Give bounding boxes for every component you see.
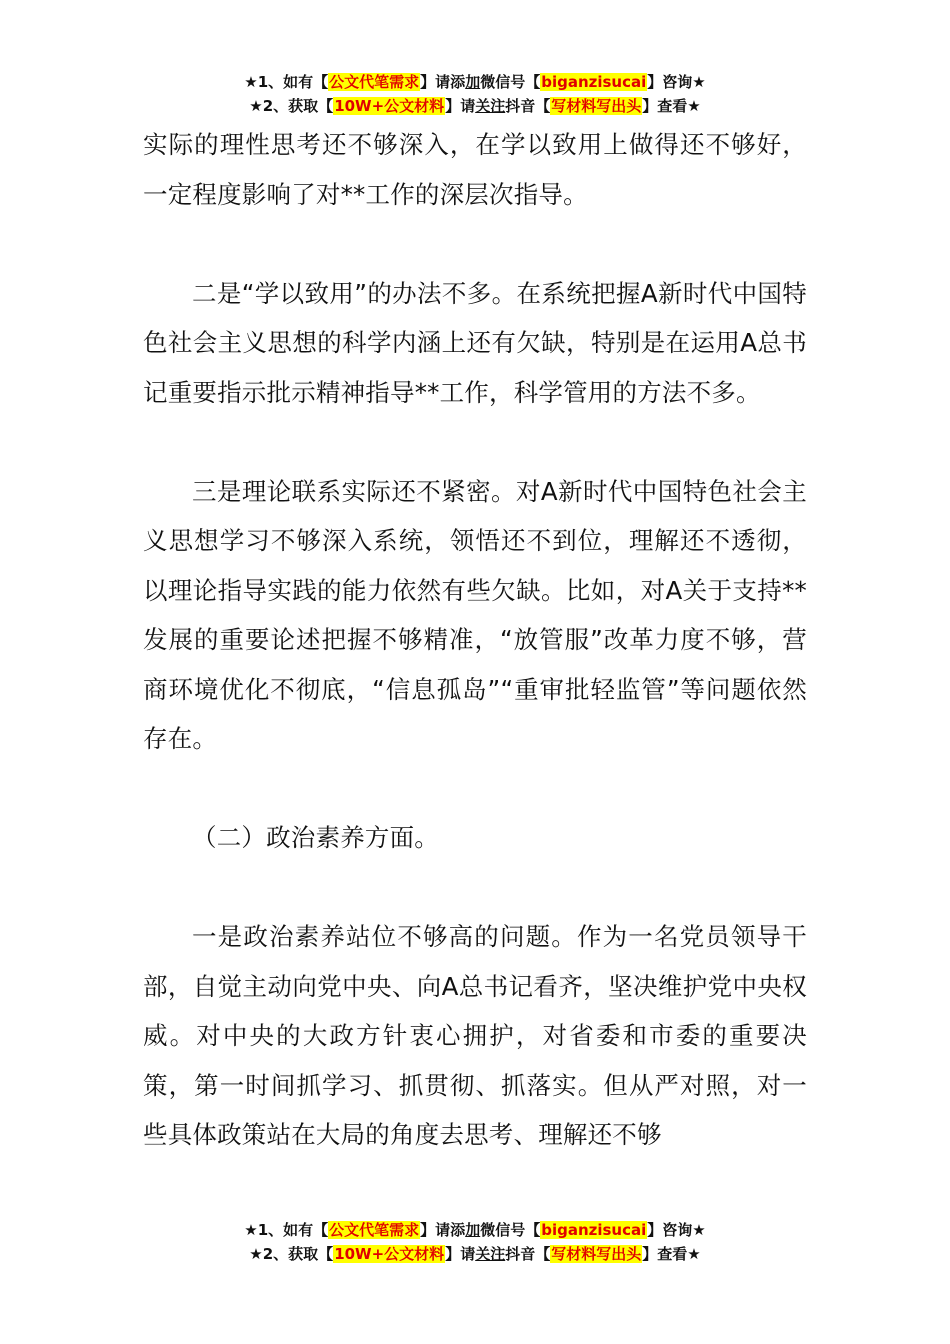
section-heading: （二）政治素养方面。 — [192, 823, 439, 852]
highlight-wechat-id: biganzisucai — [541, 73, 647, 91]
highlight-wechat-id: biganzisucai — [541, 1221, 647, 1239]
paragraph-point-two: 二是“学以致用”的办法不多。在系统把握A新时代中国特色社会主义思想的科学内涵上还有欠缺，特别是在运用A总书记重要指示批示精神指导**工作，科学管用的方法不多。 — [143, 278, 807, 407]
document-body — [143, 120, 807, 1160]
footer-banner — [0, 1218, 950, 1266]
paragraph-continued: 实际的理性思考还不够深入，在学以致用上做得还不够好，一定程度影响了对**工作的深层次指导。 — [143, 130, 807, 209]
banner-line-1: ★1、如有【公文代笔需求】请添加微信号【biganzisucai】咨询★ — [244, 1221, 706, 1239]
banner-line-2: ★2、获取【10W+公文材料】请关注抖音【写材料写出头】查看★ — [249, 97, 701, 115]
paragraph-point-three: 三是理论联系实际还不紧密。对A新时代中国特色社会主义思想学习不够深入系统，领悟还不到位，理解还不透彻，以理论指导实践的能力依然有些欠缺。比如，对A关于支持**发展的重要论述把握不够精准，“放管服”改革力度不够，营商环境优化不彻底，“信息孤岛”“重审批轻监管”等问题依然存在。 — [143, 476, 807, 753]
highlight-service: 公文代笔需求 — [329, 1221, 420, 1239]
highlight-materials: 10W+公文材料 — [334, 1245, 445, 1263]
highlight-douyin: 写材料写出头 — [551, 1245, 642, 1263]
highlight-service: 公文代笔需求 — [329, 73, 420, 91]
highlight-douyin: 写材料写出头 — [551, 97, 642, 115]
banner-line-2: ★2、获取【10W+公文材料】请关注抖音【写材料写出头】查看★ — [249, 1245, 701, 1263]
banner-line-1: ★1、如有【公文代笔需求】请添加微信号【biganzisucai】咨询★ — [244, 73, 706, 91]
highlight-materials: 10W+公文材料 — [334, 97, 445, 115]
header-banner — [0, 70, 950, 118]
paragraph-political-point-one: 一是政治素养站位不够高的问题。作为一名党员领导干部，自觉主动向党中央、向A总书记看齐，坚决维护党中央权威。对中央的大政方针衷心拥护，对省委和市委的重要决策，第一时间抓学习、抓贯彻、抓落实。但从严对照，对一些具体政策站在大局的角度去思考、理解还不够 — [143, 922, 807, 1149]
